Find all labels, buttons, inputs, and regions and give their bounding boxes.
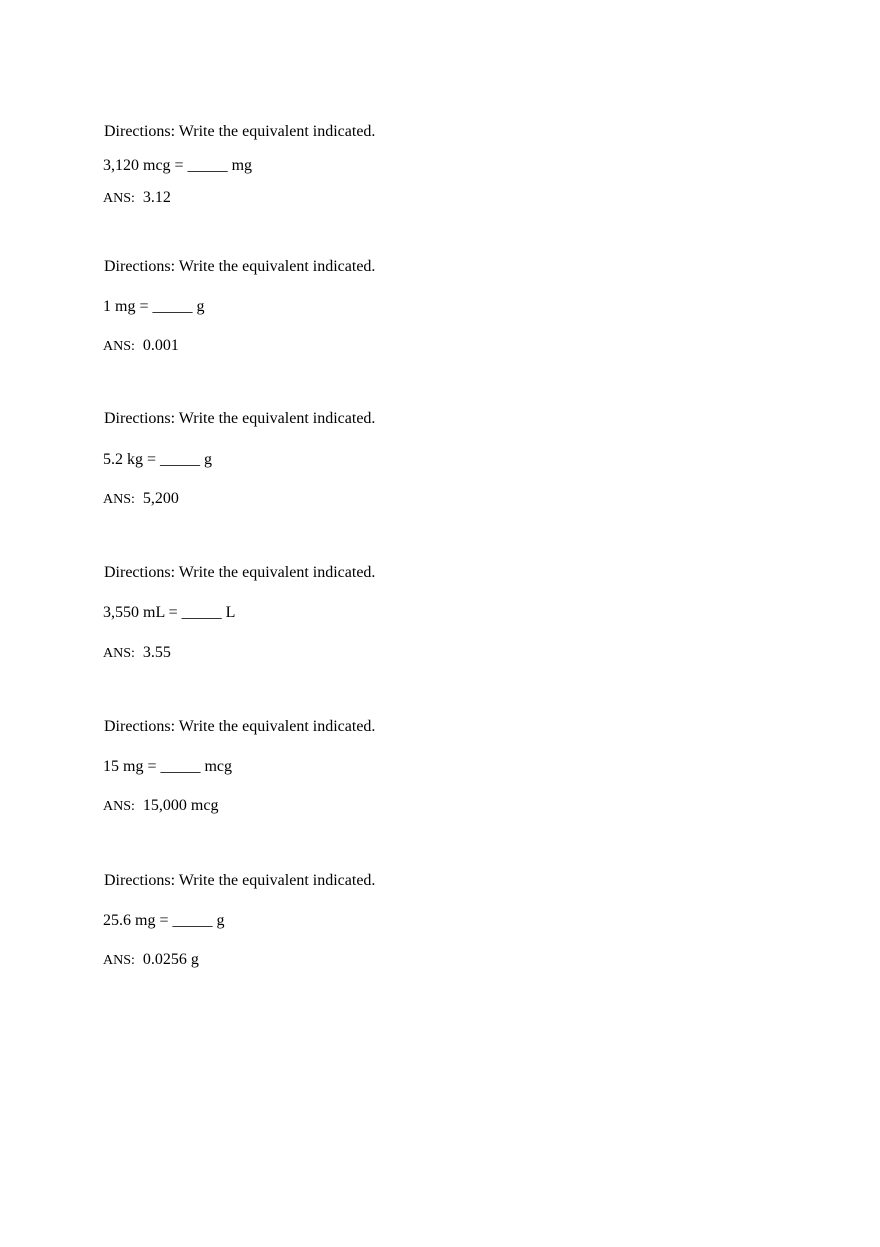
question-header <box>0 716 600 738</box>
answer-line <box>103 187 171 210</box>
answer-label: ANS: <box>103 492 135 507</box>
question-prompt: 3,550 mL = _____ L <box>103 604 236 621</box>
question-prompt: 3,120 mcg = _____ mg <box>103 157 253 174</box>
question-header <box>0 256 600 278</box>
answer-value: 0.0256 g <box>142 951 199 968</box>
answer-label: ANS: <box>103 953 135 968</box>
answer-value: 3.55 <box>142 644 171 661</box>
answer-line <box>103 795 218 818</box>
question-directions: Directions: Write the equivalent indicated. <box>104 564 376 581</box>
answer-line <box>103 949 199 972</box>
question-header <box>0 870 600 892</box>
question-directions: Directions: Write the equivalent indicated. <box>104 258 376 275</box>
answer-line <box>103 488 179 511</box>
answer-label: ANS: <box>103 191 135 206</box>
question-prompt: 25.6 mg = _____ g <box>103 912 225 929</box>
answer-value: 0.001 <box>142 337 179 354</box>
answer-label: ANS: <box>103 799 135 814</box>
answer-line <box>103 642 171 665</box>
question-directions: Directions: Write the equivalent indicated. <box>104 718 376 735</box>
question-directions: Directions: Write the equivalent indicated. <box>104 872 376 889</box>
question-prompt: 5.2 kg = _____ g <box>103 451 213 468</box>
question-prompt: 15 mg = _____ mcg <box>103 758 233 775</box>
question-directions: Directions: Write the equivalent indicated. <box>104 123 376 140</box>
answer-label: ANS: <box>103 339 135 354</box>
answer-value: 15,000 mcg <box>142 797 219 814</box>
answer-value: 3.12 <box>142 189 171 206</box>
question-header <box>0 408 600 430</box>
answer-line <box>103 335 179 358</box>
question-prompt: 1 mg = _____ g <box>103 298 205 315</box>
question-header <box>0 121 600 143</box>
question-directions: Directions: Write the equivalent indicated. <box>104 410 376 427</box>
answer-value: 5,200 <box>142 490 179 507</box>
question-header <box>0 562 600 584</box>
answer-label: ANS: <box>103 646 135 661</box>
